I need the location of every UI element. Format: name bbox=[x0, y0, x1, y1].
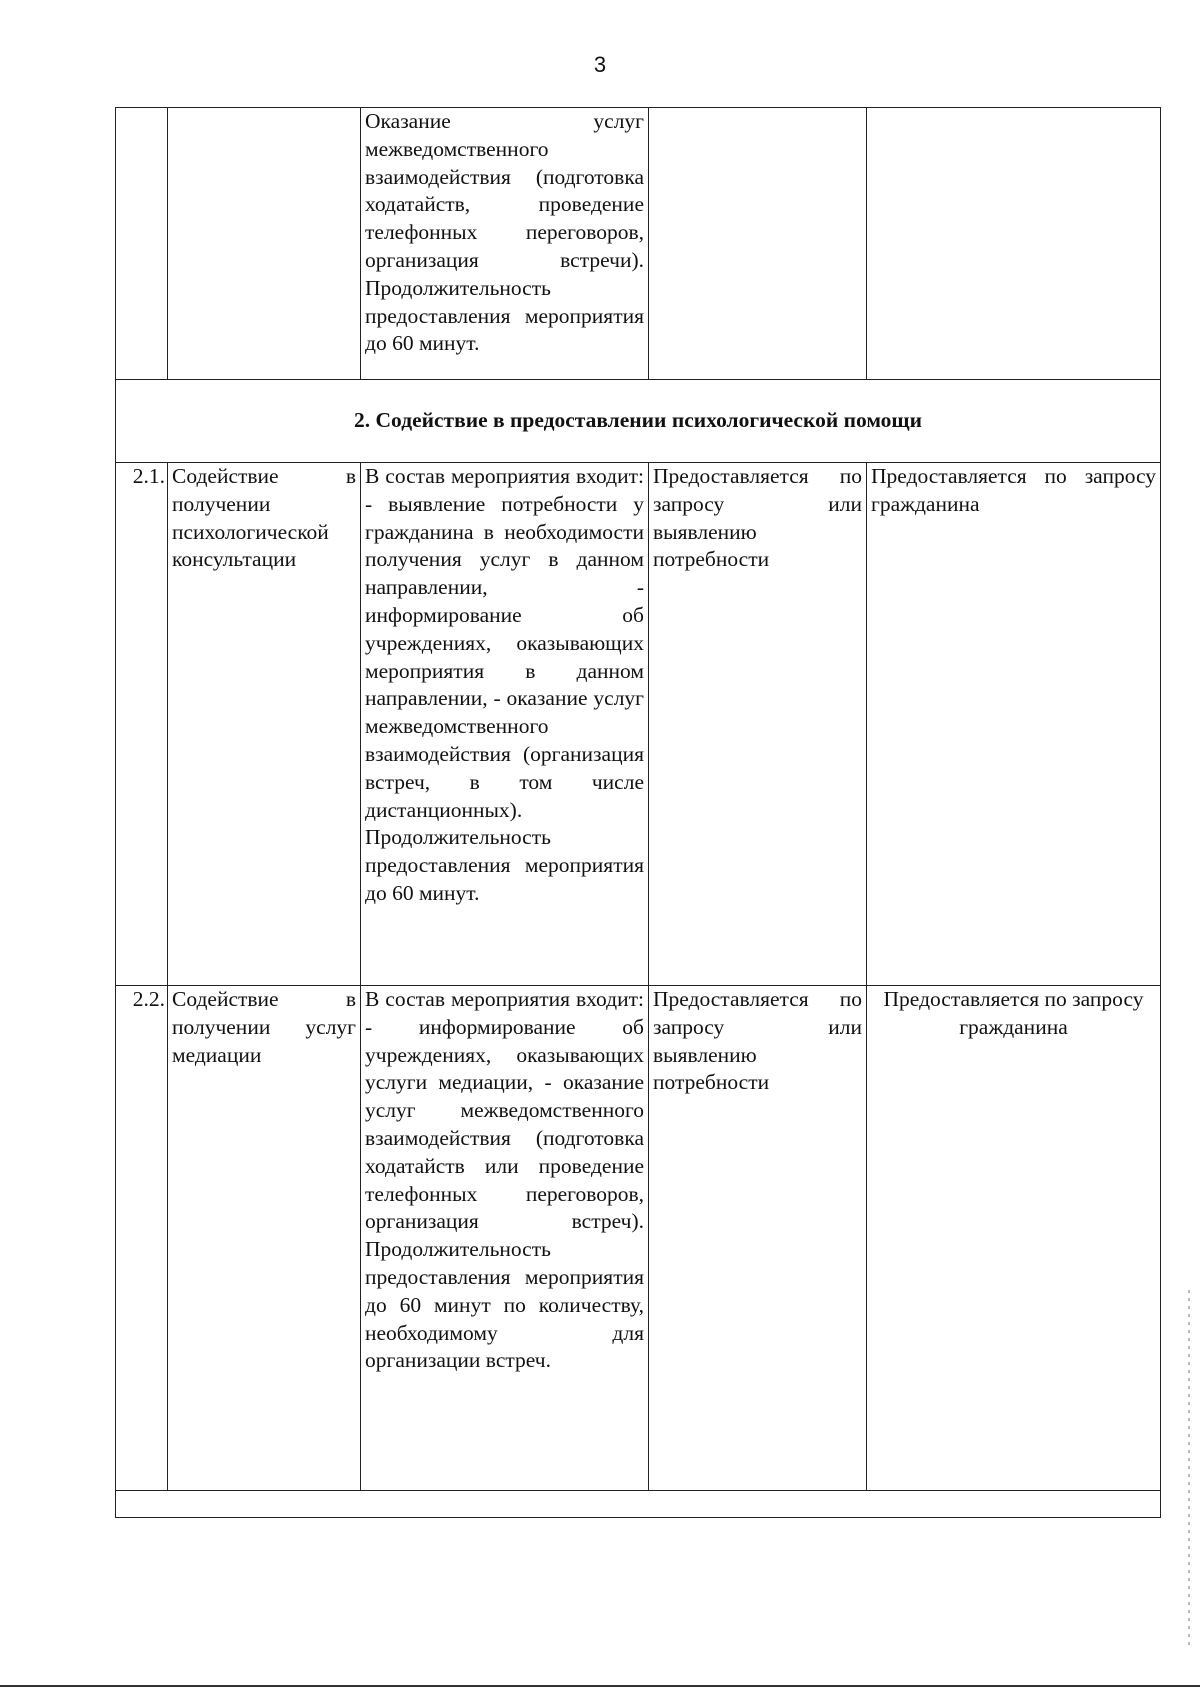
service-content-cell: В состав мероприятия входит: - информирование об учреждениях, оказывающих услуги медиации, - оказание услуг межведомственного взаимодействия (подготовка ходатайств или проведение телефонных переговоров, организация встреч). Продолжительность предоставления мероприятия до 60 минут по количеству, необходимому для организации встреч. bbox=[361, 986, 649, 1491]
service-basis-cell: Предоставляется по запросу гражданина bbox=[867, 986, 1161, 1491]
service-name-cell: Содействие в получении услуг медиации bbox=[168, 986, 361, 1491]
service-condition-cell: Предоставляется по запросу или выявлению потребности bbox=[649, 986, 867, 1491]
service-name-cell: Содействие в получении психологической консультации bbox=[168, 463, 361, 986]
section-title: 2. Содействие в предоставлении психологической помощи bbox=[116, 380, 1161, 463]
scan-artifact bbox=[1188, 1290, 1190, 1650]
service-content-cell: Оказание услуг межведомственного взаимодействия (подготовка ходатайств, проведение телефонных переговоров, организация встречи). Продолжительность предоставления мероприятия до 60 минут. bbox=[361, 108, 649, 380]
table-row bbox=[116, 463, 1161, 986]
service-basis-cell bbox=[867, 108, 1161, 380]
service-name-cell bbox=[168, 108, 361, 380]
table-row bbox=[116, 1491, 1161, 1518]
service-content-cell: В состав мероприятия входит: - выявление потребности у гражданина в необходимости получения услуг в данном направлении, - информирование об учреждениях, оказывающих мероприятия в данном направлении, - оказание услуг межведомственного взаимодействия (организация встреч, в том числе дистанционных). Продолжительность предоставления мероприятия до 60 минут. bbox=[361, 463, 649, 986]
page-bottom-rule bbox=[0, 1685, 1200, 1687]
row-number-cell: 2.1. bbox=[116, 463, 168, 986]
service-basis-cell: Предоставляется по запросу гражданина bbox=[867, 463, 1161, 986]
row-number-cell bbox=[116, 108, 168, 380]
section-heading-row bbox=[116, 380, 1161, 463]
services-table bbox=[115, 107, 1161, 1518]
table-row bbox=[116, 986, 1161, 1491]
row-number-cell: 2.2. bbox=[116, 986, 168, 1491]
table-row bbox=[116, 108, 1161, 380]
page-number: 3 bbox=[593, 52, 607, 77]
empty-cell bbox=[116, 1491, 1161, 1518]
service-condition-cell: Предоставляется по запросу или выявлению потребности bbox=[649, 463, 867, 986]
service-condition-cell bbox=[649, 108, 867, 380]
